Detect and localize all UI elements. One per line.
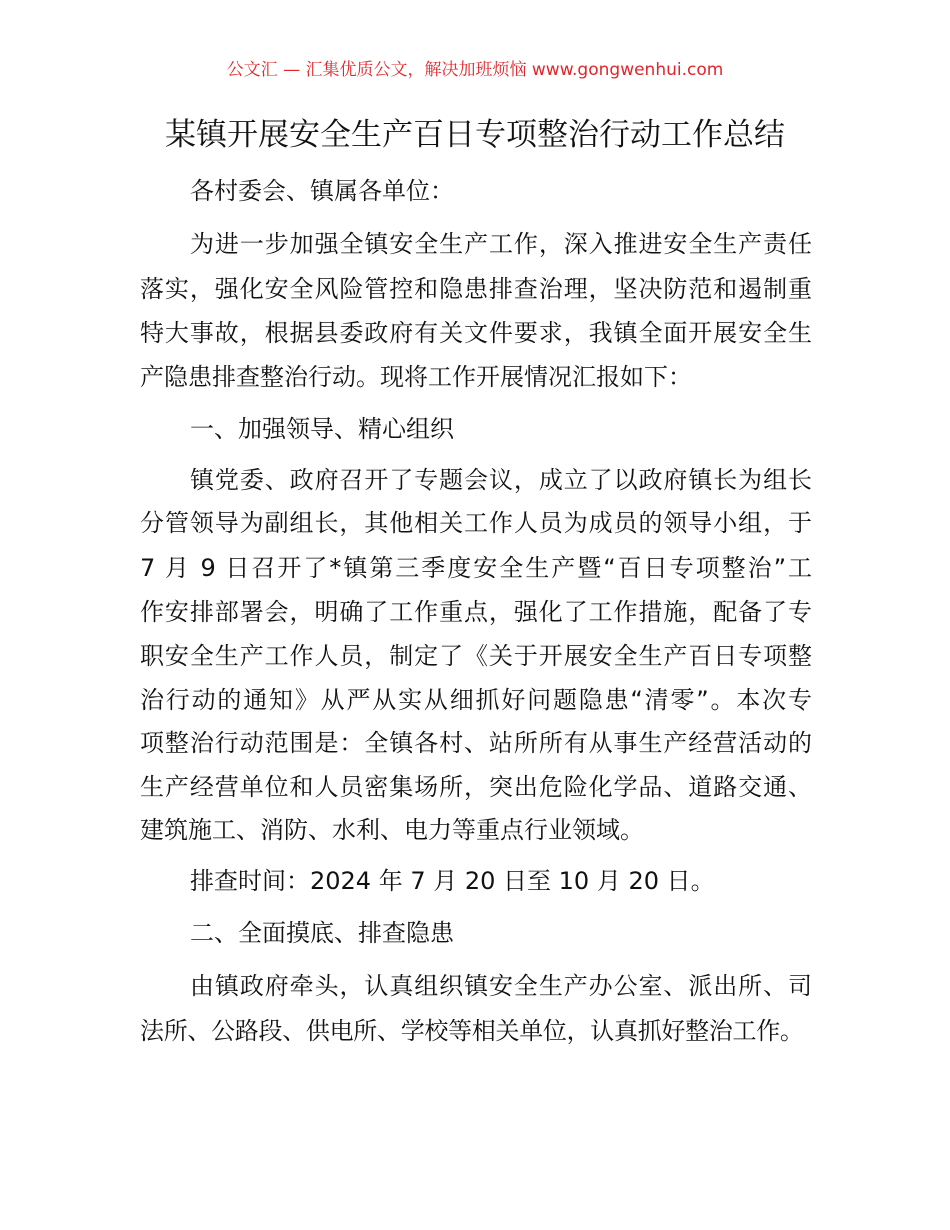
document-title: 某镇开展安全生产百日专项整治行动工作总结 xyxy=(165,117,785,153)
paragraph-line: 由镇政府牵头，认真组织镇安全生产办公室、派出所、司 xyxy=(190,972,812,1000)
paragraph-line: 治行动的通知》从严从实从细抓好问题隐患“清零”。本次专 xyxy=(140,686,812,714)
paragraph-line: 建筑施工、消防、水利、电力等重点行业领域。 xyxy=(140,816,644,844)
paragraph-line: 落实，强化安全风险管控和隐患排查治理，坚决防范和遏制重 xyxy=(140,275,812,303)
site-watermark-header: 公文汇 — 汇集优质公文，解决加班烦恼 www.gongwenhui.com xyxy=(226,60,724,80)
paragraph-line: 法所、公路段、供电所、学校等相关单位，认真抓好整治工作。 xyxy=(140,1017,804,1045)
paragraph-line: 生产经营单位和人员密集场所，突出危险化学品、道路交通、 xyxy=(140,773,812,801)
paragraph-line: 分管领导为副组长，其他相关工作人员为成员的领导小组，于 xyxy=(140,509,812,537)
paragraph-line: 作安排部署会，明确了工作重点，强化了工作措施，配备了专 xyxy=(140,598,812,626)
paragraph-line: 项整治行动范围是：全镇各村、站所所有从事生产经营活动的 xyxy=(140,729,812,757)
paragraph-line: 镇党委、政府召开了专题会议，成立了以政府镇长为组长 xyxy=(190,466,812,494)
inspection-period: 排查时间：2024 年 7 月 20 日至 10 月 20 日。 xyxy=(190,867,715,895)
paragraph-line: 7 月 9 日召开了*镇第三季度安全生产暨“百日专项整治”工 xyxy=(140,554,812,582)
paragraph-line: 职安全生产工作人员，制定了《关于开展安全生产百日专项整 xyxy=(140,642,812,670)
section-heading: 二、全面摸底、排查隐患 xyxy=(190,919,454,947)
paragraph-line: 特大事故，根据县委政府有关文件要求，我镇全面开展安全生 xyxy=(140,319,812,347)
salutation: 各村委会、镇属各单位： xyxy=(190,177,454,205)
paragraph-line: 为进一步加强全镇安全生产工作，深入推进安全生产责任 xyxy=(190,230,812,258)
paragraph-line: 产隐患排查整治行动。现将工作开展情况汇报如下： xyxy=(140,363,692,391)
section-heading: 一、加强领导、精心组织 xyxy=(190,415,454,443)
